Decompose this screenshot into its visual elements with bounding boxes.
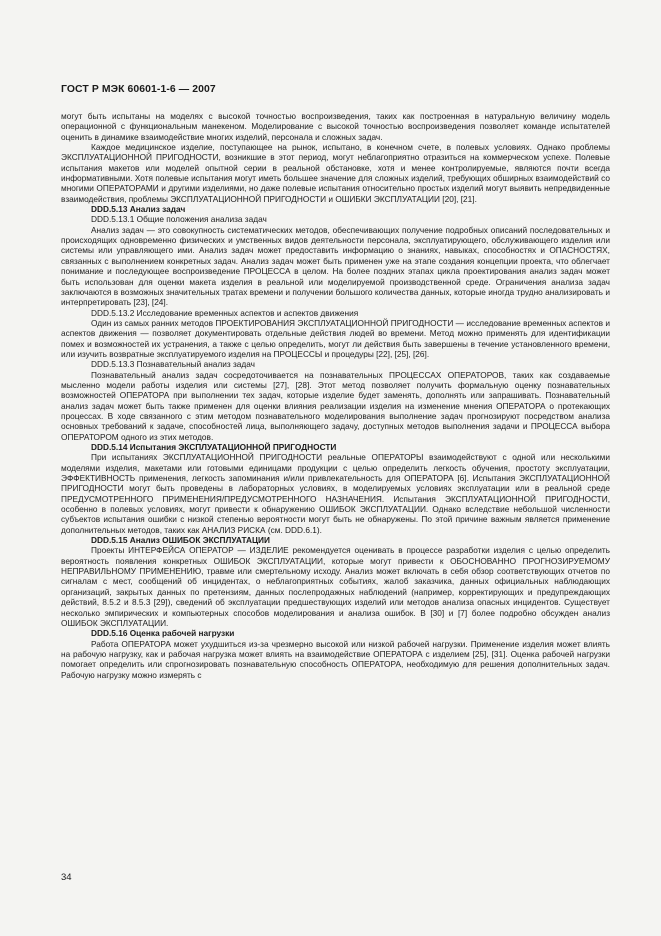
paragraph: могут быть испытаны на моделях с высокой точностью воспроизведения, таких как построенная в натуральную величину модель операционной с функциональным манекеном. Моделирование с высокой точностью воспроизведения позволяет команде испытателей оценить в динамике взаимодействие многих изделий, персонала и сложных задач. [61,111,610,142]
section-heading: DDD.5.14 Испытания ЭКСПЛУАТАЦИОННОЙ ПРИГОДНОСТИ [91,442,337,452]
paragraph: Проекты ИНТЕРФЕЙСА ОПЕРАТОР — ИЗДЕЛИЕ рекомендуется оценивать в процессе разработки изделия с целью определить вероятность появления конкретных ОШИБОК ЭКСПЛУАТАЦИИ, которые могут привести к ОБОСНОВАННО ПРОГНОЗИРУЕМОМУ НЕПРАВИЛЬНОМУ ПРИМЕНЕНИЮ, травме или смертельному исходу. Анализ может включать в себя обзор соответствующих отчетов по сигналам с мест, сообщений об инцидентах, о неблагоприятных событиях, жалоб заказчика, данных официальных наблюдающих организаций, закрытых данных по претензиям, данных послепродажных наблюдений (например, корректирующих и предупреждающих действий, 8.5.2 и 8.5.3 [29]), сведений об эксплуатации предшествующих изделий или методов анализа опасных инцидентов. Существует несколько эмпирических и компьютерных способов моделирования и анализа ошибок. В [30] и [7] более подробно обсужден анализ ОШИБОК ЭКСПЛУАТАЦИИ. [61,545,610,628]
section-heading: DDD.5.16 Оценка рабочей нагрузки [91,628,235,639]
document-header: ГОСТ Р МЭК 60601-1-6 — 2007 [61,84,216,95]
page-number: 34 [61,872,72,883]
paragraph: Работа ОПЕРАТОРА может ухудшиться из-за чрезмерно высокой или низкой рабочей нагрузки. Применение изделия может влиять на рабочую нагрузку, как и рабочая нагрузка может влиять на взаимодействие ОПЕРАТОРА с изделием [25], [31]. Оценка рабочей нагрузки помогает определить или спрогнозировать познавательную способность ОПЕРАТОРА, необходимую для решения дополнительных задач. Рабочую нагрузку можно измерять с [61,638,610,680]
paragraph: Каждое медицинское изделие, поступающее на рынок, испытано, в конечном счете, в полевых условиях. Однако проблемы ЭКСПЛУАТАЦИОННОЙ ПРИГОДНОСТИ, возникшие в этот период, могут неблагоприятно отразиться на коммерческом успехе. Полевые испытания макетов или моделей опытной серии в реальной обстановке, хотя и менее контролируемые, являются почти всегда информативными. Хотя полевые испытания могут иметь большее значение для сложных изделий, требующих обширных взаимодействий со многими ОПЕРАТОРАМИ и другими изделиями, но даже полевые испытания относительно простых изделий могут выявить непредвиденные взаимодействия, проблемы ЭКСПЛУАТАЦИОННОЙ ПРИГОДНОСТИ и ОШИБКИ ЭКСПЛУАТАЦИИ [20], [21]. [61,142,610,204]
paragraph: Познавательный анализ задач сосредоточивается на познавательных ПРОЦЕССАХ ОПЕРАТОРОВ, таких как создаваемые мысленно модели работы изделия или системы [27], [28]. Этот метод позволяет получить формальную оценку познавательных возможностей ОПЕРАТОРА при выполнении тех задач, которые изделие будет заменять, дополнять или запрашивать. Познавательный анализ задач может быть также применен для оценки влияния реализации изделия на изменение мнения ОПЕРАТОРА о протекающих процессах. В ходе связанного с этим методом познавательного моделирования выполнение задач прогнозируют посредством анализа основных требований к задаче, способностей лица, выполняющего задачу, доступных методов выполнения задачи и ПРОЦЕССА выбора ОПЕРАТОРОМ одного из этих методов. [61,369,610,442]
subsection-heading: DDD.5.13.2 Исследование временных аспектов и аспектов движения [91,307,359,318]
subsection-heading: DDD.5.13.1 Общие положения анализа задач [91,214,267,225]
document-body [61,111,610,680]
paragraph: Один из самых ранних методов ПРОЕКТИРОВАНИЯ ЭКСПЛУАТАЦИОННОЙ ПРИГОДНОСТИ — исследование временных аспектов и аспектов движения — позволяет документировать отдельные действия людей во времени. Метод можно применять для идентификации помех и возможностей их устранения, а также с целью определить, могут ли действия быть завершены в течение установленного времени, или изучить возвратные эксплуатируемого изделия на ПРОЦЕССЫ и процедуры [22], [25], [26]. [61,317,610,359]
section-heading: DDD.5.15 Анализ ОШИБОК ЭКСПЛУАТАЦИИ [91,535,270,546]
paragraph: Анализ задач — это совокупность систематических методов, обеспечивающих получение подробных описаний последовательных и происходящих одновременно физических и умственных видов деятельности персонала, эксплуатирующего, обслуживающего изделия или системы или управляющего ими. Анализ задач может предоставить информацию о знаниях, навыках, способностях и ОПАСНОСТЯХ, связанных с выполнением конкретных задач. Анализ задач может быть применен уже на этапе создания концепции проекта, что облегчает понимание и последующее воспроизведение ПРОЦЕССА в целом. На более поздних этапах цикла проектирования анализ задач может быть использован для оценки макета изделия в реальной или моделируемой производственной среде. Ограничения анализа задач заключаются в возможных значительных тратах времени и получении большого количества данных, которые иногда трудно анализировать и интерпретировать [23], [24]. [61,224,610,308]
paragraph: При испытаниях ЭКСПЛУАТАЦИОННОЙ ПРИГОДНОСТИ реальные ОПЕРАТОРЫ взаимодействуют с одной или несколькими моделями изделия, макетами или готовыми единицами продукции с целью определить легкость обучения, простоту эксплуатации, ЭФФЕКТИВНОСТЬ применения, легкость запоминания и/или привлекательность для ОПЕРАТОРА [6]. Испытания ЭКСПЛУАТАЦИОННОЙ ПРИГОДНОСТИ могут быть проведены в лабораторных условиях, в моделируемых условиях эксплуатации или в реальной среде ПРЕДУСМОТРЕННОГО ПРИМЕНЕНИЯ/ПРЕДУСМОТРЕННОГО НАЗНАЧЕНИЯ. Испытания ЭКСПЛУАТАЦИОННОЙ ПРИГОДНОСТИ, особенно в полевых условиях, могут привести к обнаружению ОШИБОК ЭКСПЛУАТАЦИИ. Однако вследствие небольшой численности субъектов испытания ошибки с низкой степенью вероятности могут быть не обнаружены. По этой причине важным является применение дополнительных методов, таких как АНАЛИЗ РИСКА (см. DDD.6.1). [61,452,610,535]
section-heading: DDD.5.13 Анализ задач [91,204,186,215]
subsection-heading: DDD.5.13.3 Познавательный анализ задач [91,359,255,370]
